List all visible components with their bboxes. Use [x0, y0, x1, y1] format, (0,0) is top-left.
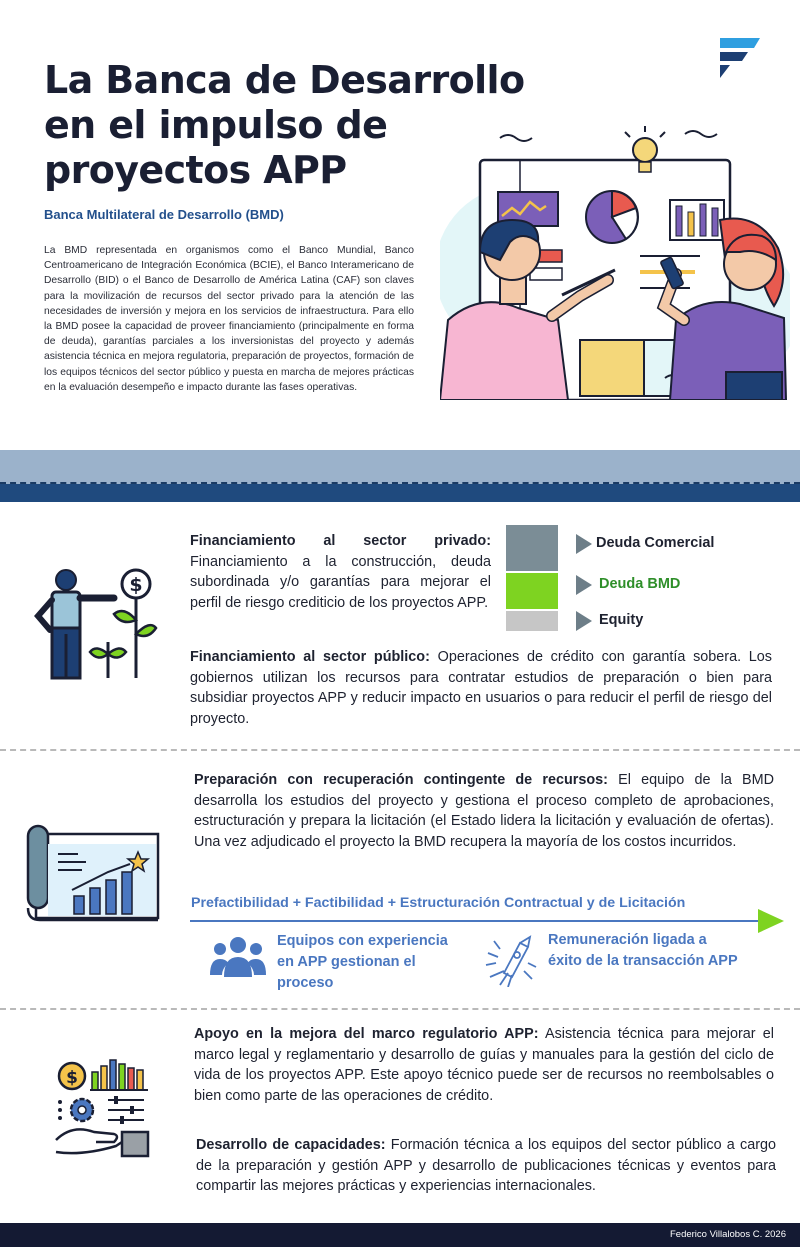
stack-bar-equity — [506, 611, 558, 631]
regulatory-text — [194, 1024, 774, 1106]
legend-label: Deuda BMD — [599, 576, 681, 592]
investor-plant-icon — [30, 568, 160, 680]
svg-text:$: $ — [66, 1068, 78, 1088]
page-title: La Banca de Desarrollo en el impulso de proyectos APP — [44, 58, 525, 192]
regulatory-label: Apoyo en la mejora del marco regulatorio APP: — [194, 1026, 539, 1042]
stack-bar-deuda-bmd — [506, 573, 558, 609]
band-dashed-line — [0, 482, 800, 484]
legend-label: Deuda Comercial — [596, 535, 715, 551]
stack-bar-deuda-comercial — [506, 525, 558, 571]
public-financing-label: Financiamiento al sector público: — [190, 649, 430, 665]
preparation-desc: El equipo de la BMD desarrolla los estudios del proyecto y gestiona el proceso completo de aprobaciones, estructuración y prepara la licitación (el Estado lidera la licitación y evaluación de ofertas). Una vez adjudicado el proyecto la BMD recupera la mayoría de los costos incurridos. — [194, 772, 774, 850]
team-icon — [210, 935, 266, 977]
process-phases-label: Prefactibilidad + Factibilidad + Estructuración Contractual y de Licitación — [191, 895, 686, 911]
growth-blueprint-icon — [26, 824, 162, 922]
footer-bar — [0, 1223, 800, 1247]
section-separator — [0, 1008, 800, 1010]
triangle-bullet-icon — [576, 534, 592, 554]
private-financing-desc: Financiamiento a la construcción, deuda subordinada y/o garantías para mejorar el perfil de riesgo crediticio de los proyectos APP. — [190, 553, 491, 611]
capacity-text — [196, 1135, 776, 1197]
regulatory-desc: Asistencia técnica para mejorar el marco legal y reglamentario y desarrollo de guías y manuales para la gestión del ciclo de vida de los proyectos APP. Este apoyo técnico puede ser de recursos no reembolsables o bien como parte de las operaciones de crédito. — [194, 1026, 774, 1104]
brand-logo-icon — [716, 36, 760, 78]
footer-credit: Federico Villalobos C. 2026 — [669, 1229, 786, 1240]
public-financing-desc: Operaciones de crédito con garantía sobera. Los gobiernos utilizan los recursos para contratar estudios de preparación o bien para subsidiar proyectos APP y reducir impacto en usuarios o para reducir el perfil de riesgo del proyecto. — [190, 649, 772, 727]
team-planning-illustration — [440, 120, 790, 400]
intro-paragraph: La BMD representada en organismos como el Banco Mundial, Banco Centroamericano de Integración Económica (BCIE), el Banco Interamericano de Desarrollo (BID) o el Banco de Desarrollo de América Latina (CAF) son claves para la movilización de recursos del sector privado para la atención de las necesidades de inversión y mejora en los servicios de infraestructura. Para ello la BMD posee la capacidad de proveer financiamiento (principalmente en forma de deuda), garantías parciales a los inversionistas del proyecto y además asistencia técnica en mejora regulatoria, preparación de proyectos, formación de los equipos técnicos del sector público y puesta en marcha de mejores prácticas en la evaluación desempeño e impacto durante las fases operativas. — [44, 245, 414, 393]
page-subtitle: Banca Multilateral de Desarrollo (BMD) — [44, 207, 284, 222]
capacity-label: Desarrollo de capacidades: — [196, 1137, 386, 1153]
public-financing-text — [190, 647, 772, 729]
triangle-bullet-icon — [576, 611, 592, 631]
feature-remuneration-text: Remuneración ligada a éxito de la transacción APP — [548, 932, 738, 969]
section-band-dark — [0, 484, 800, 502]
hand-gear-chart-icon — [52, 1056, 152, 1160]
private-financing-label: Financiamiento al sector privado: — [190, 533, 491, 549]
triangle-bullet-icon — [576, 575, 592, 595]
svg-text:$: $ — [129, 574, 143, 596]
preparation-label: Preparación con recuperación contingente de recursos: — [194, 772, 608, 788]
preparation-text — [194, 770, 774, 852]
section-band-light — [0, 450, 800, 484]
private-financing-text — [190, 531, 491, 613]
rocket-icon — [484, 933, 538, 987]
feature-team-text: Equipos con experiencia en APP gestionan el proceso — [277, 933, 448, 991]
capacity-desc: Formación técnica a los equipos del sector público a cargo de la preparación y gestión APP y desarrollo de publicaciones técnicas y eventos para compartir las mejores prácticas y experiencias internacionales. — [196, 1137, 777, 1194]
section-separator — [0, 749, 800, 751]
legend-label: Equity — [599, 612, 644, 628]
